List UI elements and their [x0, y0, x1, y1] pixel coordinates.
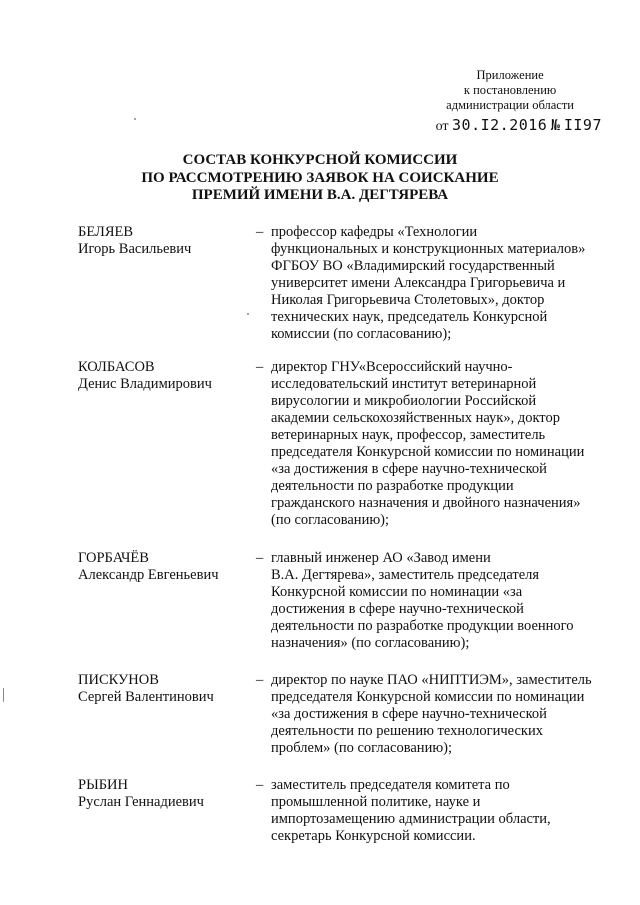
member-surname: ГОРБАЧЁВ	[78, 550, 149, 566]
member-entry	[78, 359, 608, 529]
member-surname: БЕЛЯЕВ	[78, 224, 134, 240]
member-name	[78, 550, 248, 584]
member-description: главный инженер АО «Завод имени В.А. Дегтярева», заместитель председателя Конкурсной комиссии по номинации «за достижения в сфере научно-технической деятельности по разработке продукции военного назначения» (по согласованию);	[271, 550, 574, 651]
member-surname: КОЛБАСОВ	[78, 359, 155, 375]
member-given-names: Руслан Геннадиевич	[78, 794, 204, 810]
member-description: профессор кафедры «Технологии функциональных и конструкционных материалов» ФГБОУ ВО «Владимирский государственный университет имени Александра Григорьевича и Николая Григорьевича Столетовых», доктор технических наук, председатель Конкурсной комиссии (по согласованию);	[271, 224, 586, 342]
member-entry	[78, 550, 608, 652]
member-name	[78, 224, 248, 258]
member-entry	[78, 672, 608, 757]
title-line-2: ПО РАССМОТРЕНИЮ ЗАЯВОК НА СОИСКАНИЕ	[141, 169, 499, 186]
member-description: директор ГНУ«Всероссийский научно- исследовательский институт ветеринарной вирусологии и микробиологии Российской академии сельскохозяйственных наук», доктор ветеринарных наук, профессор, заместитель председателя Конкурсной комиссии по номинации «за достижения в сфере научно-технической деятельности по разработке продукции гражданского назначения и двойного назначения» (по согласованию);	[271, 359, 585, 528]
scan-edge-mark	[3, 688, 4, 702]
appendix-line-3: администрации области	[446, 98, 574, 112]
member-description: директор по науке ПАО «НИПТИЭМ», заместитель председателя Конкурсной комиссии по номинации «за достижения в сфере научно-технической деятельности по решению технологических проблем» (по согласованию);	[271, 672, 592, 756]
member-given-names: Игорь Васильевич	[78, 241, 192, 257]
member-dash: –	[256, 777, 264, 793]
member-surname: РЫБИН	[78, 777, 128, 793]
member-dash: –	[256, 224, 264, 240]
document-title	[0, 152, 640, 205]
member-dash: –	[256, 550, 264, 566]
member-entry	[78, 777, 608, 845]
decree-number: II97	[563, 116, 602, 134]
title-line-1: СОСТАВ КОНКУРСНОЙ КОМИССИИ	[182, 152, 458, 168]
member-name	[78, 777, 248, 811]
member-dash: –	[256, 359, 264, 375]
scan-speck	[247, 313, 249, 315]
member-name	[78, 672, 248, 706]
member-dash: –	[256, 672, 264, 688]
appendix-line-1: Приложение	[476, 68, 544, 82]
decree-number-sign: №	[550, 116, 561, 134]
decree-prefix: от	[435, 119, 449, 134]
commission-members-list	[78, 224, 608, 845]
member-given-names: Денис Владимирович	[78, 376, 212, 392]
scan-speck	[134, 118, 136, 120]
member-given-names: Александр Евгеньевич	[78, 567, 219, 583]
title-line-3: ПРЕМИЙ ИМЕНИ В.А. ДЕГТЯРЕВА	[191, 187, 449, 203]
decree-reference	[436, 116, 602, 135]
appendix-line-2: к постановлению	[463, 83, 557, 97]
member-surname: ПИСКУНОВ	[78, 672, 159, 688]
appendix-block	[446, 68, 574, 113]
member-given-names: Сергей Валентинович	[78, 689, 214, 705]
member-entry	[78, 224, 608, 343]
decree-date: 30.I2.2016	[452, 116, 548, 134]
member-description: заместитель председателя комитета по промышленной политике, науке и импортозамещению администрации области, секретарь Конкурсной комиссии.	[271, 777, 551, 844]
member-name	[78, 359, 248, 393]
